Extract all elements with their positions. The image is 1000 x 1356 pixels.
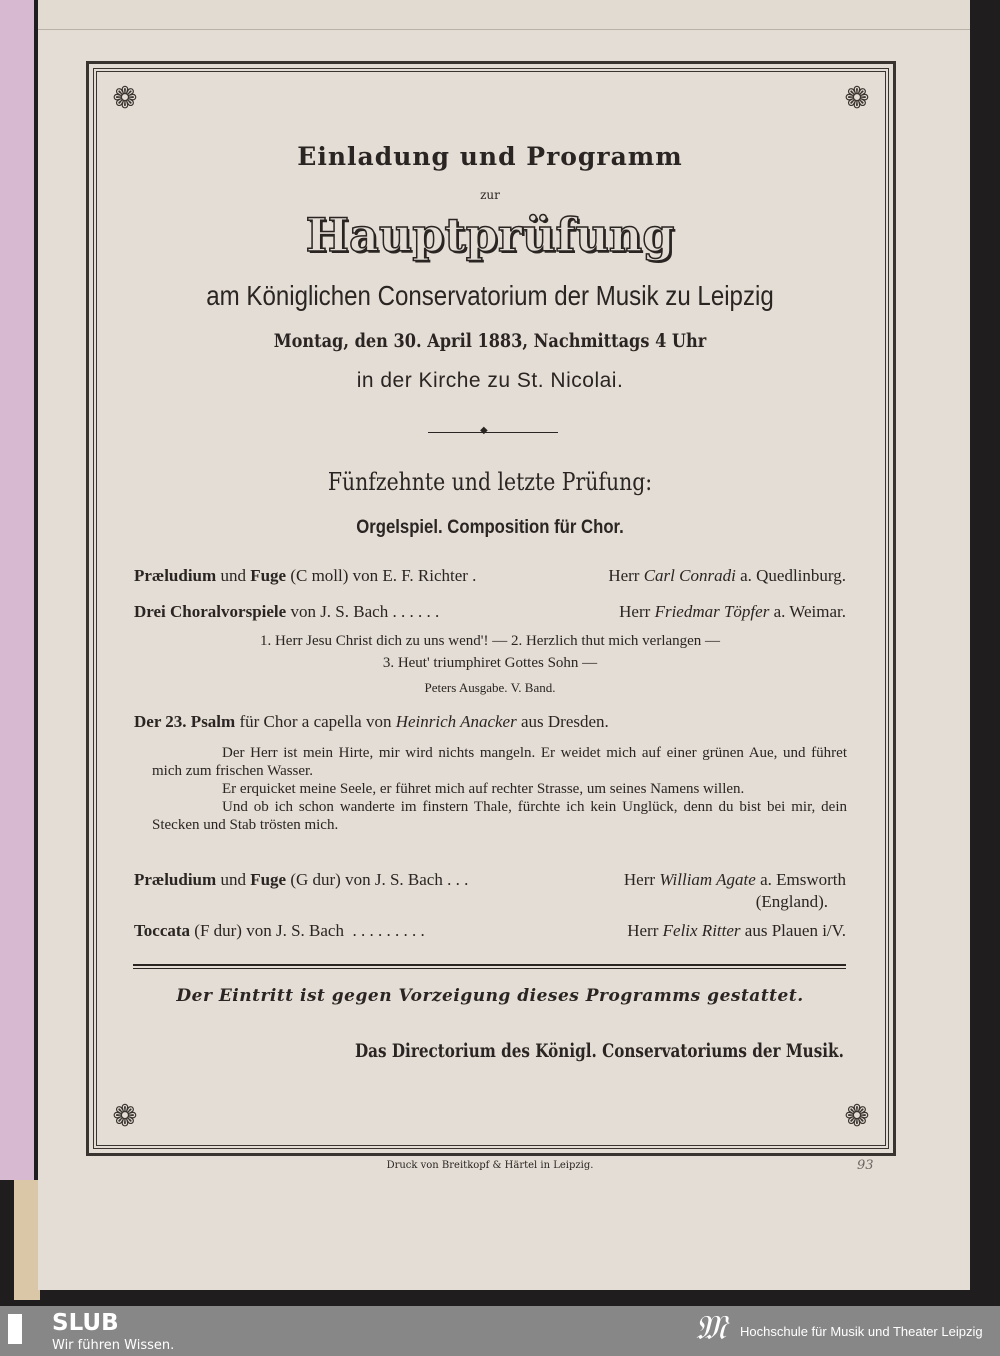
text: Herr bbox=[608, 566, 644, 585]
program-item bbox=[134, 566, 846, 586]
heading-invitation: Einladung und Programm bbox=[297, 142, 683, 171]
origin: aus Plauen i/V. bbox=[740, 921, 846, 940]
program-item bbox=[134, 602, 846, 622]
performer: William Agate bbox=[659, 870, 756, 889]
text: und bbox=[216, 566, 251, 585]
origin: a. Weimar. bbox=[769, 602, 846, 621]
hmt-logo-icon: 𝔐 bbox=[695, 1308, 727, 1348]
admission-note: Der Eintritt ist gegen Vorzeigung dieses Programms gestattet. bbox=[176, 986, 804, 1006]
psalm-text bbox=[152, 744, 847, 834]
composer: (G dur) von J. S. Bach . . . bbox=[286, 870, 469, 889]
chorale-list: 1. Herr Jesu Christ dich zu uns wend'! — 2. Herzlich thut mich verlangen — bbox=[259, 633, 721, 649]
adjacent-page-strip bbox=[0, 0, 34, 1180]
hmt-name[interactable]: Hochschule für Musik und Theater Leipzig bbox=[740, 1324, 983, 1339]
program-item bbox=[134, 921, 846, 941]
work-title: Præludium bbox=[134, 566, 217, 585]
rule bbox=[133, 964, 846, 969]
printer-note: Druck von Breitkopf & Härtel in Leipzig. bbox=[386, 1160, 594, 1171]
composer: (F dur) von J. S. Bach . . . . . . . . . bbox=[190, 921, 425, 940]
text: Herr bbox=[623, 870, 660, 889]
corner-ornament-icon: ❁ bbox=[112, 1099, 138, 1134]
text: Herr bbox=[627, 921, 663, 940]
text: für Chor a capella von bbox=[235, 712, 396, 731]
institution: am Königlichen Conservatorium der Musik zu Leipzig bbox=[206, 280, 774, 311]
work-title: Fuge bbox=[250, 870, 287, 889]
program-item bbox=[134, 870, 846, 890]
verse: Er erquicket meine Seele, er führet mich auf rechter Strasse, um seines Namens willen. bbox=[222, 781, 745, 797]
text: Herr bbox=[619, 602, 655, 621]
page-title: Hauptprüfung bbox=[305, 208, 675, 262]
origin: a. Emsworth bbox=[755, 870, 846, 889]
underlying-page-edge bbox=[38, 0, 970, 30]
work-title: Fuge bbox=[250, 566, 287, 585]
text: aus Dresden. bbox=[516, 712, 609, 731]
edition-note: Peters Ausgabe. V. Band. bbox=[424, 680, 556, 695]
work-title: Toccata bbox=[134, 921, 191, 940]
page-edges bbox=[14, 1180, 40, 1300]
corner-ornament-icon: ❁ bbox=[112, 81, 138, 116]
corner-ornament-icon: ❁ bbox=[844, 1099, 870, 1134]
performer: Carl Conradi bbox=[643, 566, 736, 585]
work-title: Drei Choralvorspiele bbox=[134, 602, 287, 621]
program-item-psalm bbox=[134, 712, 846, 732]
origin: a. Quedlinburg. bbox=[735, 566, 846, 585]
composer: von J. S. Bach . . . . . . bbox=[286, 602, 440, 621]
signature: Das Directorium des Königl. Conservatoriums der Musik. bbox=[355, 1040, 844, 1062]
section-subtitle: Orgelspiel. Composition für Chor. bbox=[356, 517, 624, 538]
footer-banner bbox=[0, 1306, 1000, 1356]
verse: Der Herr ist mein Hirte, mir wird nichts mangeln. Er weidet mich auf einer grünen Aue, und führet mich zum frischen Wasser. bbox=[152, 745, 847, 779]
composer: (C moll) von E. F. Richter . bbox=[286, 566, 477, 585]
performer: Felix Ritter bbox=[662, 921, 741, 940]
slub-logo[interactable]: SLUB bbox=[52, 1310, 119, 1336]
work-title: Der 23. Psalm bbox=[134, 712, 236, 731]
page-number: 93 bbox=[857, 1158, 874, 1173]
composer: Heinrich Anacker bbox=[395, 712, 517, 731]
slub-tagline: Wir führen Wissen. bbox=[52, 1338, 175, 1353]
corner-ornament-icon: ❁ bbox=[844, 81, 870, 116]
divider-ornament bbox=[428, 432, 558, 433]
chorale-list: 3. Heut' triumphiret Gottes Sohn — bbox=[382, 655, 598, 671]
verse: Und ob ich schon wanderte im finstern Thale, fürchte ich kein Unglück, denn du bist bei mir, dein Stecken und Stab trösten mich. bbox=[152, 799, 847, 833]
venue: in der Kirche zu St. Nicolai. bbox=[356, 369, 624, 392]
performer: Friedmar Töpfer bbox=[654, 602, 770, 621]
section-title: Fünfzehnte und letzte Prüfung: bbox=[327, 468, 653, 496]
work-title: Præludium bbox=[134, 870, 217, 889]
origin-continued: (England). bbox=[755, 892, 828, 911]
heading-zur: zur bbox=[480, 188, 500, 202]
divider-ornament-icon: ◆ bbox=[480, 425, 488, 436]
date-line: Montag, den 30. April 1883, Nachmittags 4 Uhr bbox=[273, 330, 707, 352]
slub-book-icon bbox=[8, 1314, 22, 1344]
text: und bbox=[216, 870, 251, 889]
